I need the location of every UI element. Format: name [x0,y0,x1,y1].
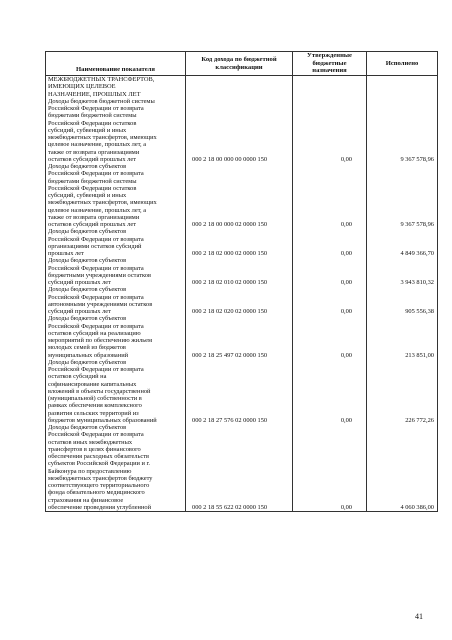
header-revenue-code: Код дохода по бюджетной классификации [186,52,293,76]
table-row [46,98,438,163]
row-name: Доходы бюджетов субъектов Российской Федерации от возврата остатков субсидий на софинансирование капитальных вложений в объекты государственной (муниципальной) собственности в рамках обеспечения комплексного развития сельских территорий из бюджетов муниципальных образований [46,359,186,424]
row-name: Доходы бюджетов бюджетной системы Российской Федерации от возврата бюджетами бюджетной системы Российской Федерации остатков субсидий, субвенций и иных межбюджетных трансфертов, имеющих целевое назначение, прошлых лет, а также от возврата организациями остатков субсидий прошлых лет [46,98,186,163]
table-row [46,76,438,98]
row-approved: 0,00 [293,163,367,228]
row-executed: 4 849 366,70 [367,228,438,257]
row-approved: 0,00 [293,228,367,257]
row-executed: 213 851,00 [367,315,438,359]
row-code: 000 2 18 25 497 02 0000 150 [186,315,293,359]
row-executed [367,76,438,98]
row-executed: 9 367 578,96 [367,98,438,163]
row-code: 000 2 18 02 020 02 0000 150 [186,286,293,315]
header-indicator-name: Наименование показателя [46,52,186,76]
row-code: 000 2 18 55 622 02 0000 150 [186,424,293,512]
row-executed: 3 943 810,32 [367,257,438,286]
row-approved: 0,00 [293,424,367,512]
row-name: МЕЖБЮДЖЕТНЫХ ТРАНСФЕРТОВ, ИМЕЮЩИХ ЦЕЛЕВОЕ НАЗНАЧЕНИЕ, ПРОШЛЫХ ЛЕТ [46,76,186,98]
row-code: 000 2 18 00 000 00 0000 150 [186,98,293,163]
row-code: 000 2 18 02 010 02 0000 150 [186,257,293,286]
row-name: Доходы бюджетов субъектов Российской Федерации от возврата остатков субсидий на реализацию мероприятий по обеспечению жильем молодых семей из бюджетов муниципальных образований [46,315,186,359]
table-row [46,315,438,359]
row-name: Доходы бюджетов субъектов Российской Федерации от возврата бюджетами бюджетной системы Российской Федерации остатков субсидий, субвенций и иных межбюджетных трансфертов, имеющих целевое назначение, прошлых лет, а также от возврата организациями остатков субсидий прошлых лет [46,163,186,228]
budget-revenue-table [45,51,438,512]
row-code: 000 2 18 02 000 02 0000 150 [186,228,293,257]
header-approved: Утвержденные бюджетные назначения [293,52,367,76]
table-row [46,286,438,315]
row-executed: 9 367 578,96 [367,163,438,228]
row-name: Доходы бюджетов субъектов Российской Федерации от возврата бюджетными учреждениями остатков субсидий прошлых лет [46,257,186,286]
row-approved: 0,00 [293,315,367,359]
table-row [46,359,438,424]
row-name: Доходы бюджетов субъектов Российской Федерации от возврата автономными учреждениями остатков субсидий прошлых лет [46,286,186,315]
row-name: Доходы бюджетов субъектов Российской Федерации от возврата остатков иных межбюджетных трансфертов в целях финансового обеспечения расходных обязательств субъектов Российской Федерации и г. Байконура по предоставлению межбюджетных трансфертов бюджету соответствующего территориального фонда обязательного медицинского страхования на финансовое обеспечение проведения углубленной [46,424,186,512]
row-executed: 905 556,38 [367,286,438,315]
row-executed: 226 772,26 [367,359,438,424]
row-approved [293,76,367,98]
table-row [46,257,438,286]
table-header-row [46,52,438,76]
row-approved: 0,00 [293,98,367,163]
header-executed: Исполнено [367,52,438,76]
row-approved: 0,00 [293,286,367,315]
row-name: Доходы бюджетов субъектов Российской Федерации от возврата организациями остатков субсидий прошлых лет [46,228,186,257]
page-number: 41 [415,612,423,621]
row-approved: 0,00 [293,359,367,424]
row-code [186,76,293,98]
table-row [46,228,438,257]
table-row [46,163,438,228]
row-approved: 0,00 [293,257,367,286]
row-executed: 4 060 386,00 [367,424,438,512]
row-code: 000 2 18 00 000 02 0000 150 [186,163,293,228]
row-code: 000 2 18 27 576 02 0000 150 [186,359,293,424]
table-row [46,424,438,512]
